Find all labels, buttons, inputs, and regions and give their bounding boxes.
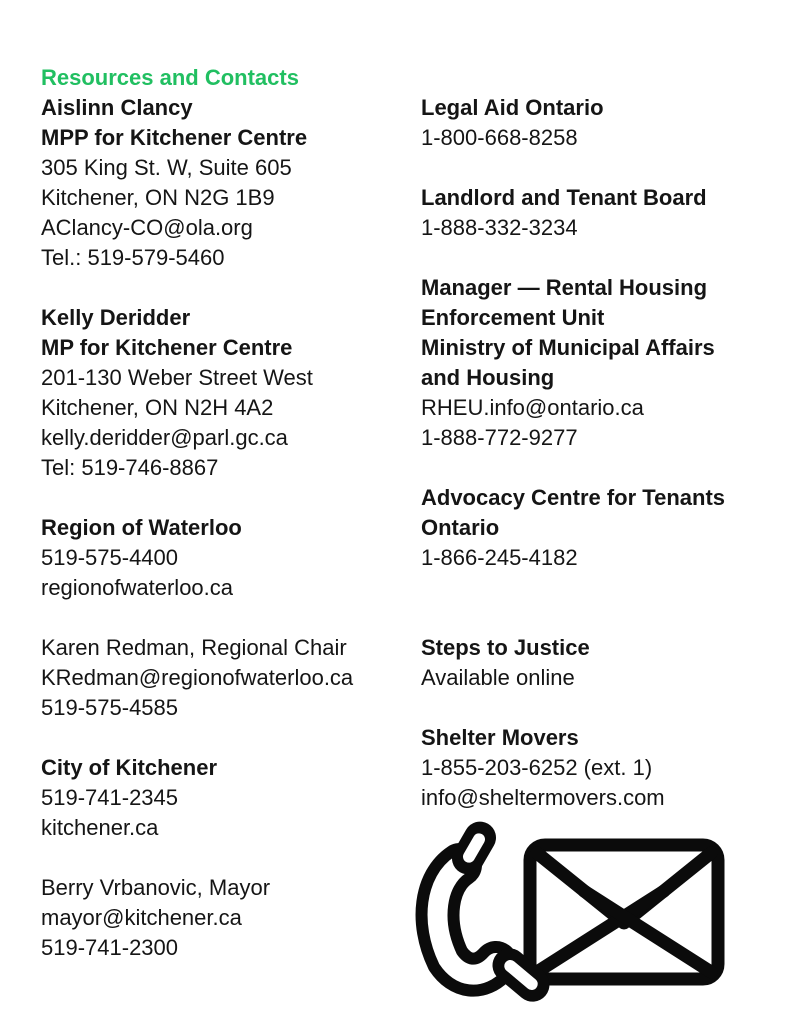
contact-detail-line: Kitchener, ON N2G 1B9 xyxy=(41,185,275,210)
contact-block xyxy=(421,183,787,243)
contact-name-line: Shelter Movers xyxy=(421,725,579,750)
contact-block xyxy=(41,93,413,273)
contact-name-line: Kelly Deridder xyxy=(41,305,191,330)
contact-detail-line: KRedman@regionofwaterloo.ca xyxy=(41,665,354,690)
contact-block xyxy=(41,753,413,963)
contact-name-line: Landlord and Tenant Board xyxy=(421,185,707,210)
contact-detail-line xyxy=(41,603,413,633)
contact-detail-line: kitchener.ca xyxy=(41,815,159,840)
contact-detail-line: Kitchener, ON N2H 4A2 xyxy=(41,395,274,420)
contact-block xyxy=(421,633,787,693)
contact-detail-line: 201-130 Weber Street West xyxy=(41,365,313,390)
contact-icons xyxy=(408,817,744,1018)
contact-detail-line: 519-741-2300 xyxy=(41,935,179,960)
contact-detail-line: Tel.: 519-579-5460 xyxy=(41,245,225,270)
contact-detail-line: RHEU.info@ontario.ca xyxy=(421,395,644,420)
left-column xyxy=(41,63,413,963)
right-column-blocks xyxy=(421,93,787,813)
contact-block xyxy=(421,93,787,153)
contact-detail-line: info@sheltermovers.com xyxy=(421,785,665,810)
contact-name-line: Region of Waterloo xyxy=(41,515,242,540)
contact-name-line: Ontario xyxy=(421,515,500,540)
contact-name-line: and Housing xyxy=(421,365,555,390)
contact-detail-line: Karen Redman, Regional Chair xyxy=(41,635,347,660)
contact-name-line: MP for Kitchener Centre xyxy=(41,335,293,360)
contact-name-line: Legal Aid Ontario xyxy=(421,95,604,120)
contact-detail-line: Berry Vrbanovic, Mayor xyxy=(41,875,271,900)
contact-detail-line: kelly.deridder@parl.gc.ca xyxy=(41,425,288,450)
contact-name-line: Enforcement Unit xyxy=(421,305,605,330)
contact-name-line: Aislinn Clancy xyxy=(41,95,193,120)
contact-detail-line: 519-575-4400 xyxy=(41,545,179,570)
contact-detail-line: 519-741-2345 xyxy=(41,785,179,810)
page-title: Resources and Contacts xyxy=(41,65,299,90)
contact-detail-line: Available online xyxy=(421,665,575,690)
contact-block xyxy=(421,723,787,813)
contact-name-line: Advocacy Centre for Tenants xyxy=(421,485,726,510)
contact-block xyxy=(41,303,413,483)
contact-detail-line: mayor@kitchener.ca xyxy=(41,905,242,930)
contact-detail-line: regionofwaterloo.ca xyxy=(41,575,234,600)
contact-block xyxy=(421,273,787,453)
contact-block xyxy=(421,483,787,573)
envelope-icon xyxy=(530,845,718,979)
contact-name-line: City of Kitchener xyxy=(41,755,218,780)
contact-detail-line: 1-800-668-8258 xyxy=(421,125,578,150)
contact-block xyxy=(41,513,413,723)
contact-detail-line: 1-855-203-6252 (ext. 1) xyxy=(421,755,653,780)
contact-name-line: Manager — Rental Housing xyxy=(421,275,708,300)
contact-detail-line: 1-866-245-4182 xyxy=(421,545,578,570)
contact-detail-line: 1-888-772-9277 xyxy=(421,425,578,450)
contact-detail-line: Tel: 519-746-8867 xyxy=(41,455,219,480)
contact-detail-line: 1-888-332-3234 xyxy=(421,215,578,240)
contact-detail-line: AClancy-CO@ola.org xyxy=(41,215,253,240)
contact-name-line: MPP for Kitchener Centre xyxy=(41,125,308,150)
right-column xyxy=(421,93,787,813)
contact-name-line: Steps to Justice xyxy=(421,635,590,660)
contact-detail-line: 519-575-4585 xyxy=(41,695,179,720)
contact-detail-line xyxy=(41,843,413,873)
contact-name-line: Ministry of Municipal Affairs xyxy=(421,335,715,360)
contact-detail-line: 305 King St. W, Suite 605 xyxy=(41,155,292,180)
left-column-blocks xyxy=(41,93,413,963)
